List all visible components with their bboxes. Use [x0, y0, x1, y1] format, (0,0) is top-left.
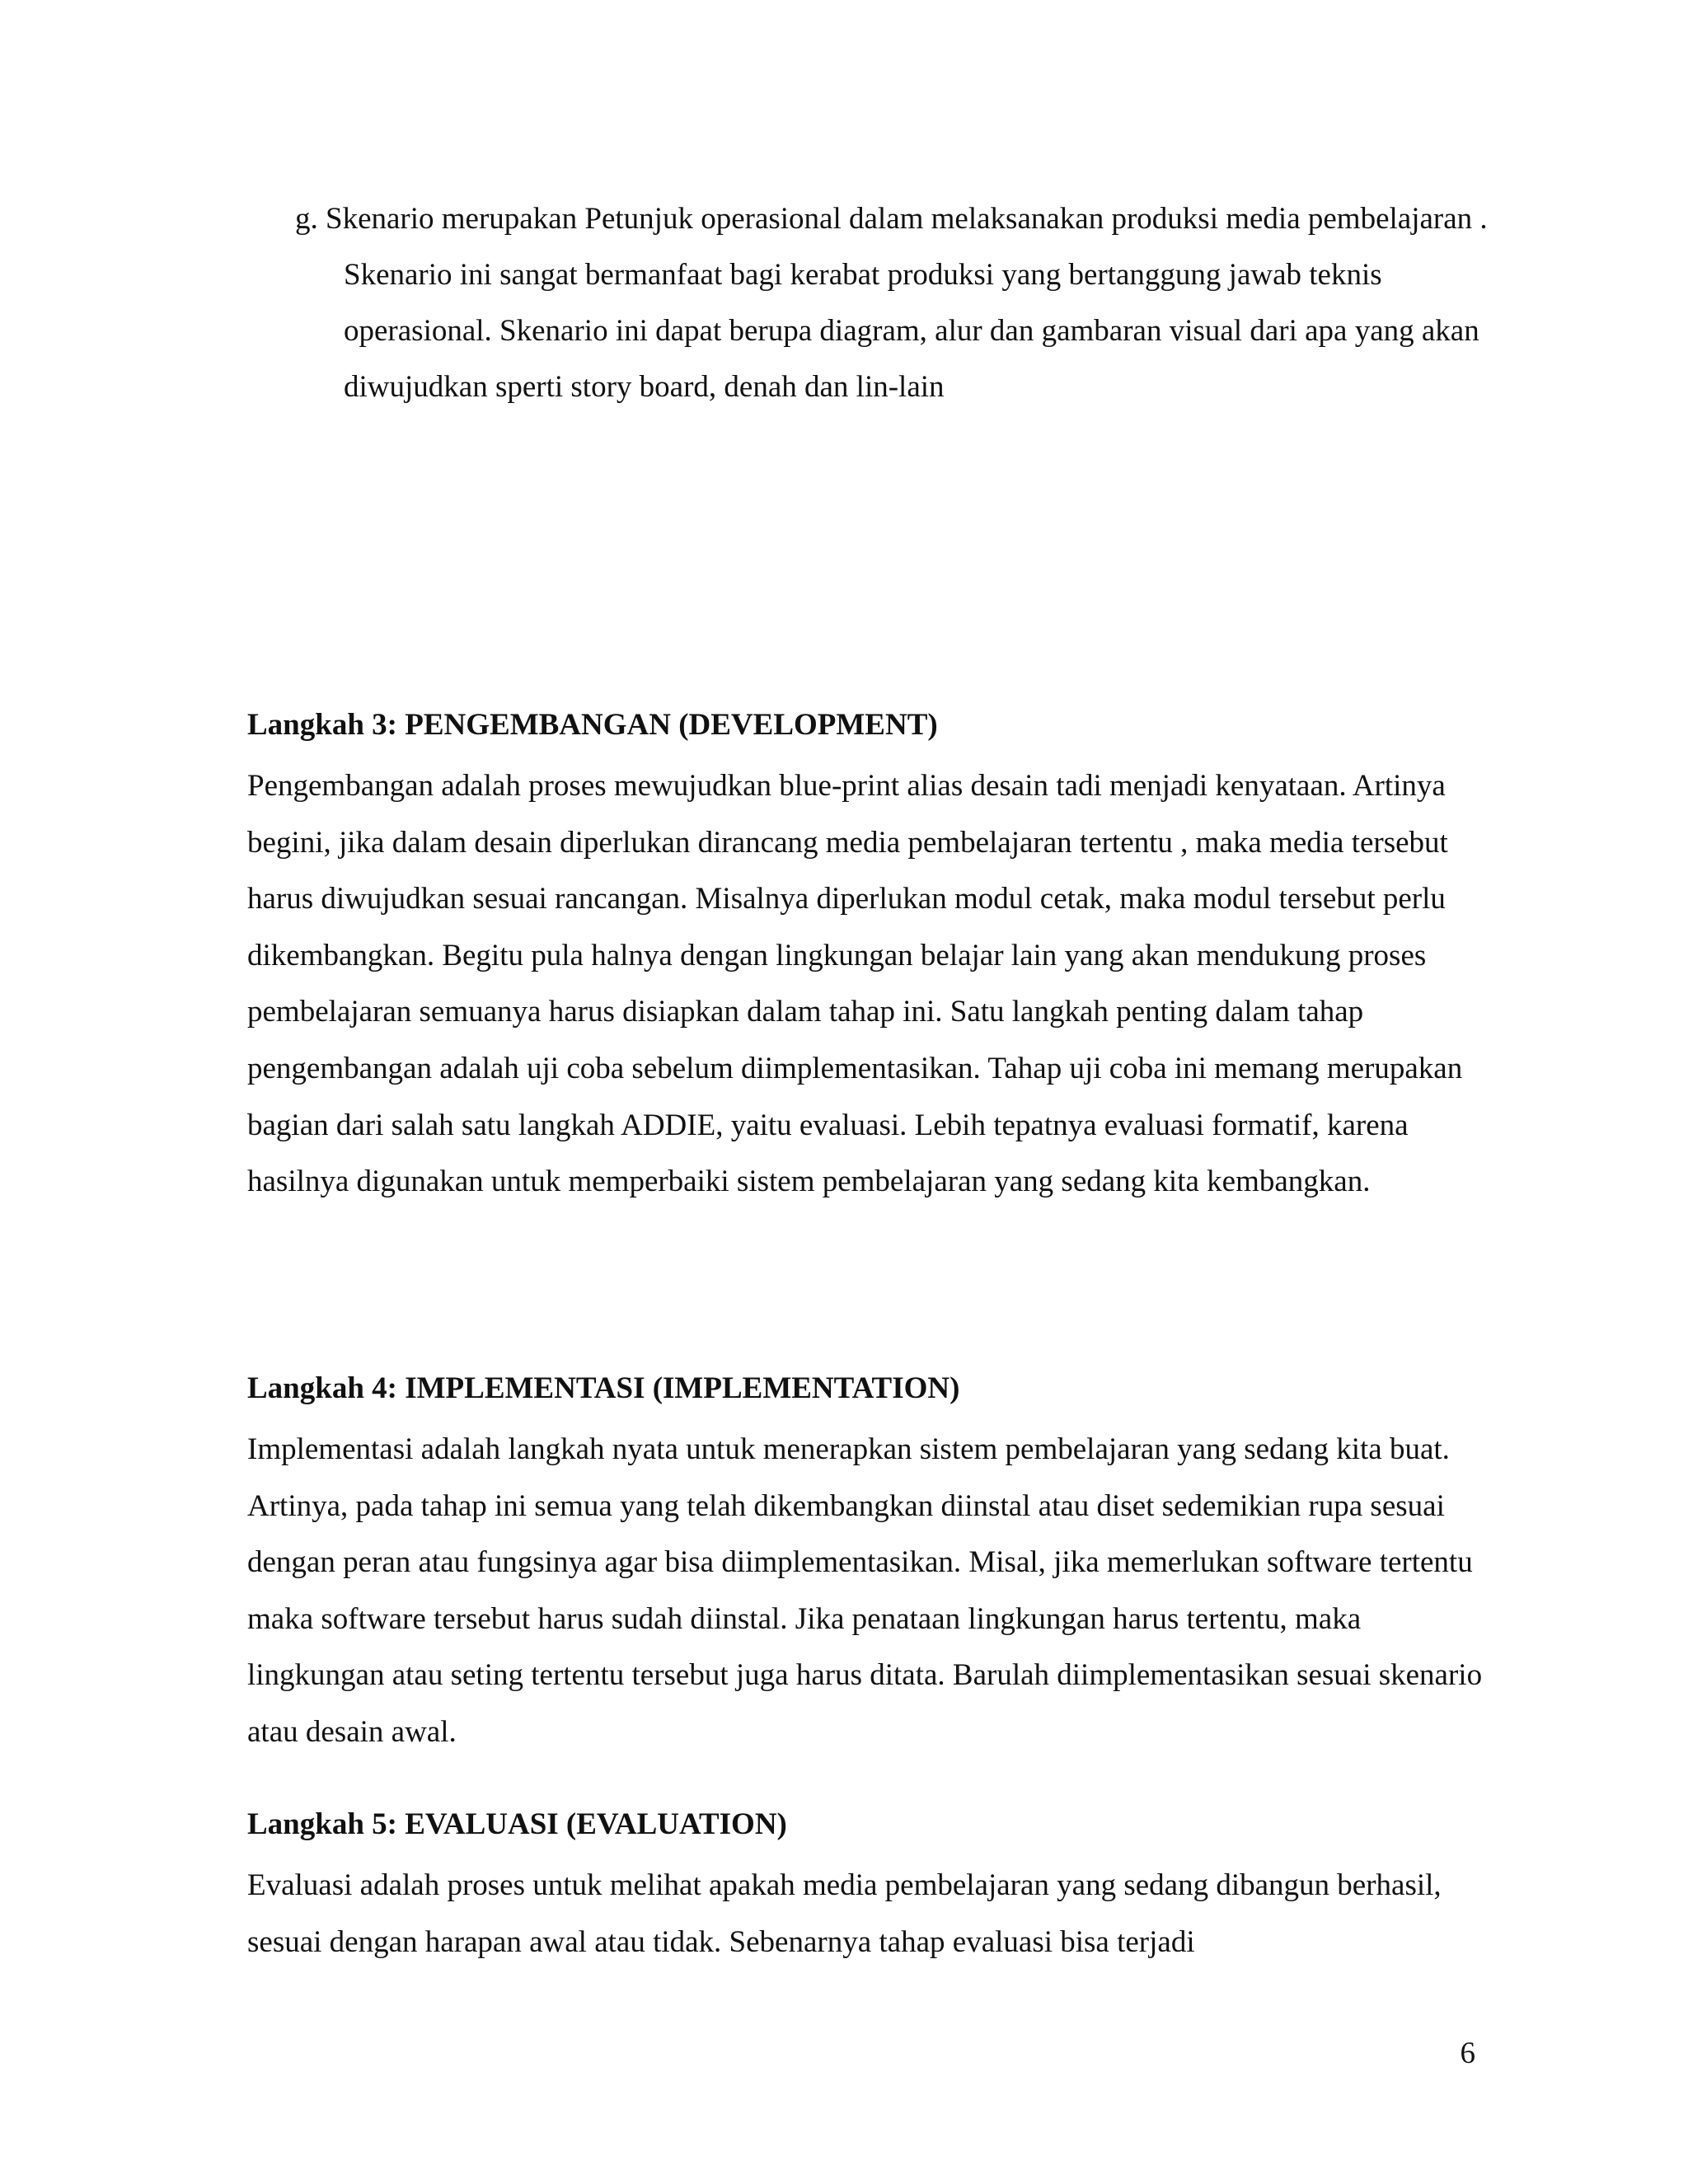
section-body-evaluation: Evaluasi adalah proses untuk melihat apakah media pembelajaran yang sedang dibangun berhasil, sesuai dengan harapan awal atau tidak. Sebenarnya tahap evaluasi bisa terjadi — [247, 1868, 1442, 1959]
section-body-implementation: Implementasi adalah langkah nyata untuk menerapkan sistem pembelajaran yang sedang kita buat. Artinya, pada tahap ini semua yang telah dikembangkan diinstal atau diset sedemikian rupa sesuai dengan peran atau fungsinya agar bisa diimplementasikan. Misal, jika memerlukan software tertentu maka software tersebut harus sudah diinstal. Jika penataan lingkungan harus tertentu, maka lingkungan atau seting tertentu tersebut juga harus ditata. Barulah diimplementasikan sesuai skenario atau desain awal. — [247, 1432, 1483, 1749]
section-development — [247, 707, 1484, 1211]
section-heading-implementation: Langkah 4: IMPLEMENTASI (IMPLEMENTATION) — [247, 1371, 960, 1405]
section-implementation — [247, 1371, 1484, 1761]
section-body-development: Pengembangan adalah proses mewujudkan blue-print alias desain tadi menjadi kenyataan. Artinya begini, jika dalam desain diperlukan dirancang media pembelajaran tertentu , maka media tersebut harus diwujudkan sesuai rancangan. Misalnya diperlukan modul cetak, maka modul tersebut perlu dikembangkan. Begitu pula halnya dengan lingkungan belajar lain yang akan mendukung proses pembelajaran semuanya harus disiapkan dalam tahap ini. Satu langkah penting dalam tahap pengembangan adalah uji coba sebelum diimplementasikan. Tahap uji coba ini memang merupakan bagian dari salah satu langkah ADDIE, yaitu evaluasi. Lebih tepatnya evaluasi formatif, karena hasilnya digunakan untuk memperbaiki sistem pembelajaran yang sedang kita kembangkan. — [247, 769, 1463, 1199]
section-heading-evaluation: Langkah 5: EVALUASI (EVALUATION) — [247, 1807, 787, 1841]
section-evaluation — [247, 1807, 1484, 1971]
list-item-g: g. Skenario merupakan Petunjuk operasional dalam melaksanakan produksi media pembelajaran . Skenario ini sangat bermanfaat bagi kerabat produksi yang bertanggung jawab teknis operasional. Skenario ini dapat berupa diagram, alur dan gambaran visual dari apa yang akan diwujudkan sperti story board, denah dan lin-lain — [295, 202, 1488, 404]
page-number: 6 — [1460, 2036, 1475, 2070]
section-heading-development: Langkah 3: PENGEMBANGAN (DEVELOPMENT) — [247, 708, 938, 742]
